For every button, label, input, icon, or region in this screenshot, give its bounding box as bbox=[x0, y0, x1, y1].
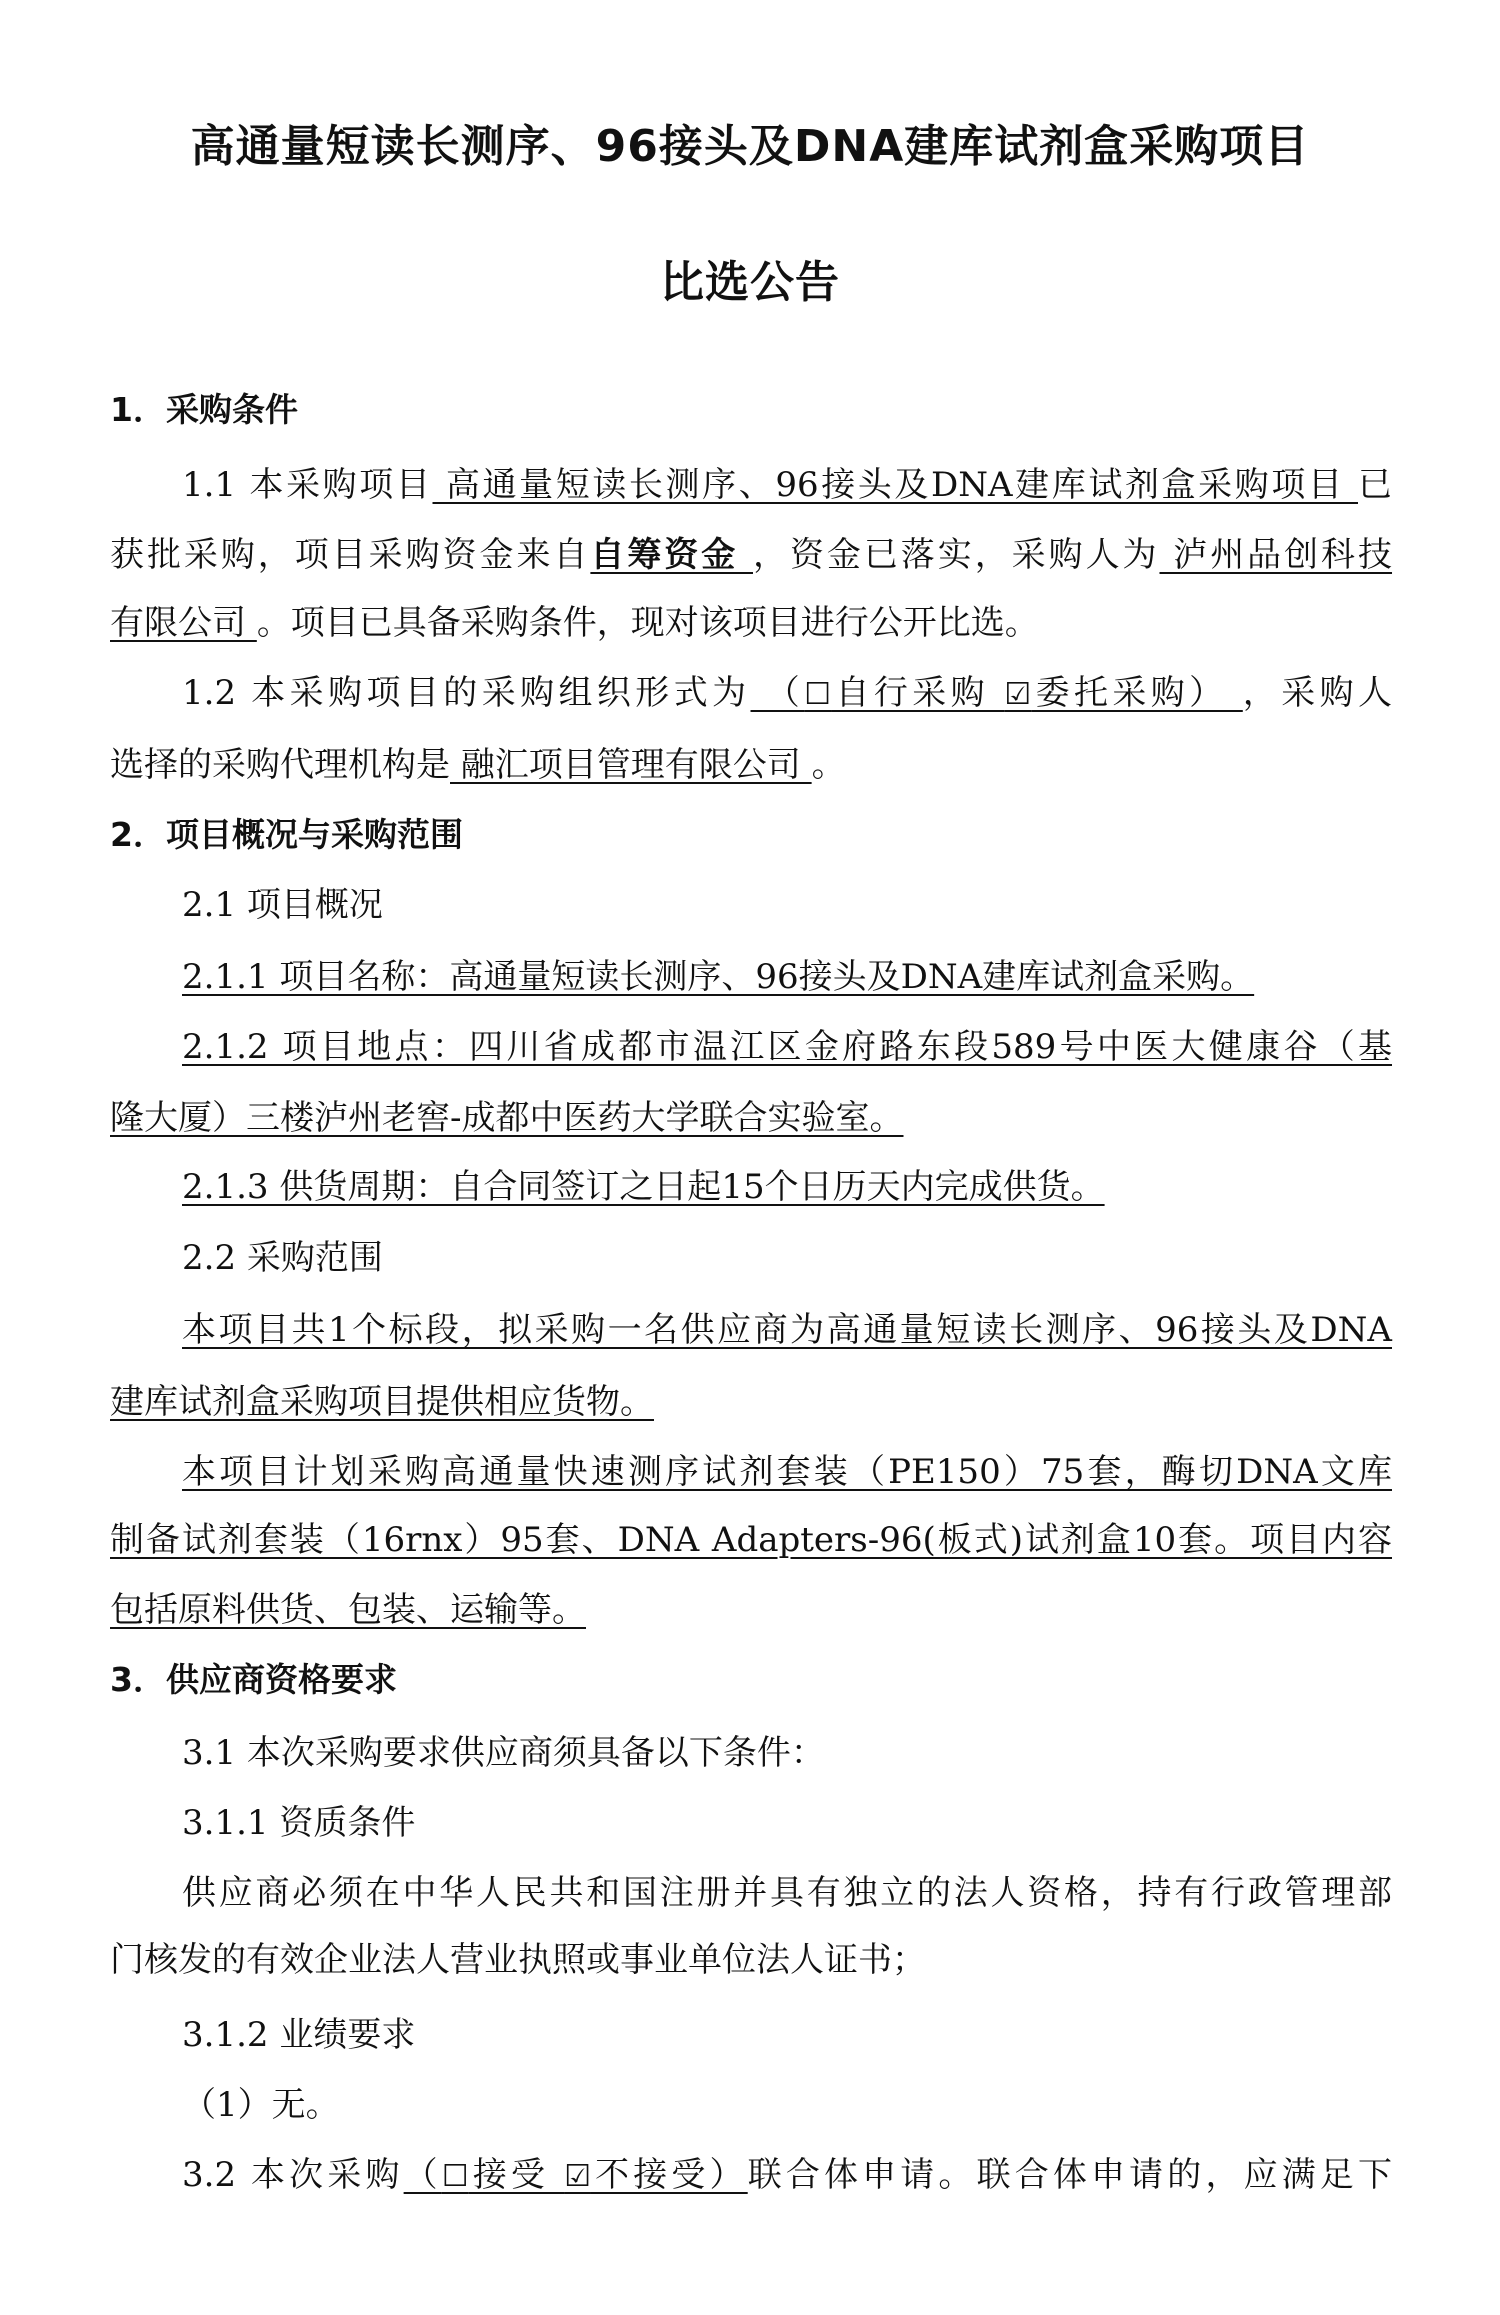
document-title: 高通量短读长测序、96接头及DNA建库试剂盒采购项目 bbox=[190, 121, 1310, 172]
scope-text: 本项目共1个标段，拟采购一名供应商为高通量短读长测序、96接头及DNA bbox=[182, 1310, 1392, 1350]
scope-p2-line2 bbox=[110, 1517, 1392, 1563]
option-self-procurement: 自行采购 bbox=[831, 673, 1005, 713]
paragraph-1-2-line2 bbox=[110, 742, 1392, 788]
checkbox-checked-icon: ☑ bbox=[1004, 677, 1032, 712]
performance-item-1: （1）无。 bbox=[182, 2085, 340, 2125]
purchaser-field: 泸州品创科技 bbox=[1159, 535, 1393, 575]
qualification-line2: 门核发的有效企业法人营业执照或事业单位法人证书； bbox=[110, 1940, 926, 1980]
subheading-3-1-1: 3.1.1 资质条件 bbox=[182, 1803, 416, 1843]
option-accept: 接受 bbox=[468, 2155, 565, 2195]
item-2-1-2-line1 bbox=[182, 1024, 1392, 1070]
project-name-field: 高通量短读长测序、96接头及DNA建库试剂盒采购项目 bbox=[432, 465, 1358, 505]
p1-1-tail: 。项目已具备采购条件，现对该项目进行公开比选。 bbox=[256, 603, 1039, 643]
paragraph-1-2-line1 bbox=[182, 670, 1392, 718]
scope-p2-line3 bbox=[110, 1587, 1392, 1633]
subheading-2-2: 2.2 采购范围 bbox=[182, 1238, 383, 1278]
fund-source-field: 自筹资金 bbox=[590, 535, 753, 575]
purchaser-field-cont: 有限公司 bbox=[110, 603, 257, 643]
document-subtitle: 比选公告 bbox=[660, 257, 840, 308]
paragraph-3-2 bbox=[182, 2152, 1392, 2200]
section-heading-3: 3．供应商资格要求 bbox=[110, 1660, 397, 1699]
paragraph-1-1-line3 bbox=[110, 600, 1392, 646]
paren-open: （ bbox=[403, 2155, 442, 2195]
item-2-1-1 bbox=[182, 954, 1392, 1000]
p1-2-prefix: 1.2 本采购项目的采购组织形式为 bbox=[182, 673, 751, 713]
p3-2-tail: 联合体申请。联合体申请的，应满足下 bbox=[747, 2155, 1393, 2195]
scope-quantities-cont: 制备试剂套装（16rnx）95套、DNA Adapters-96(板式)试剂盒10套。项目内容 bbox=[110, 1520, 1392, 1560]
delivery-period-item: 2.1.3 供货周期：自合同签订之日起15个日历天内完成供货。 bbox=[182, 1167, 1105, 1207]
paragraph-1-1-line2 bbox=[110, 532, 1392, 578]
option-entrusted-procurement: 委托采购） bbox=[1031, 673, 1243, 713]
section-heading-2: 2．项目概况与采购范围 bbox=[110, 815, 463, 854]
item-2-1-3 bbox=[182, 1164, 1392, 1210]
p3-2-prefix: 3.2 本次采购 bbox=[182, 2155, 404, 2195]
project-location-item-cont: 隆大厦）三楼泸州老窖-成都中医药大学联合实验室。 bbox=[110, 1098, 904, 1138]
project-name-item: 2.1.1 项目名称：高通量短读长测序、96接头及DNA建库试剂盒采购。 bbox=[182, 957, 1255, 997]
scope-p2-line1 bbox=[182, 1449, 1392, 1495]
checkbox-unchecked-icon: ☐ bbox=[441, 2159, 469, 2194]
p1-2-tail: ，采购人 bbox=[1242, 673, 1393, 713]
org-form-options bbox=[751, 673, 1243, 713]
p1-2-line2-text: 选择的采购代理机构是 bbox=[110, 745, 450, 785]
p1-1-prefix: 1.1 本采购项目 bbox=[182, 465, 433, 505]
project-location-item: 2.1.2 项目地点：四川省成都市温江区金府路东段589号中医大健康谷（基 bbox=[182, 1027, 1392, 1067]
p1-1-mid: 已 bbox=[1358, 465, 1392, 505]
qualification-line1: 供应商必须在中华人民共和国注册并具有独立的法人资格，持有行政管理部 bbox=[182, 1873, 1392, 1913]
paragraph-1-1-line1 bbox=[182, 462, 1392, 508]
subheading-2-1: 2.1 项目概况 bbox=[182, 885, 383, 925]
scope-content: 包括原料供货、包装、运输等。 bbox=[110, 1590, 586, 1630]
paren-open: （ bbox=[750, 673, 805, 713]
scope-p1-line1 bbox=[182, 1307, 1392, 1353]
item-2-1-2-line2 bbox=[110, 1095, 1392, 1141]
subheading-3-1-2: 3.1.2 业绩要求 bbox=[182, 2015, 416, 2055]
agency-field: 融汇项目管理有限公司 bbox=[450, 745, 812, 785]
p1-1-text-b: ，资金已落实，采购人为 bbox=[753, 535, 1160, 575]
scope-p1-line2 bbox=[110, 1379, 1392, 1425]
consortium-options bbox=[404, 2155, 748, 2195]
checkbox-unchecked-icon: ☐ bbox=[804, 677, 832, 712]
scope-text-cont: 建库试剂盒采购项目提供相应货物。 bbox=[110, 1382, 654, 1422]
p1-1-text: 获批采购，项目采购资金来自 bbox=[110, 535, 591, 575]
checkbox-checked-icon: ☑ bbox=[564, 2159, 591, 2194]
option-reject: 不接受） bbox=[590, 2155, 748, 2195]
subheading-3-1: 3.1 本次采购要求供应商须具备以下条件： bbox=[182, 1733, 825, 1773]
section-heading-1: 1．采购条件 bbox=[110, 390, 298, 429]
scope-quantities: 本项目计划采购高通量快速测序试剂套装（PE150）75套，酶切DNA文库 bbox=[182, 1452, 1392, 1492]
p1-2-line2-tail: 。 bbox=[811, 745, 846, 785]
